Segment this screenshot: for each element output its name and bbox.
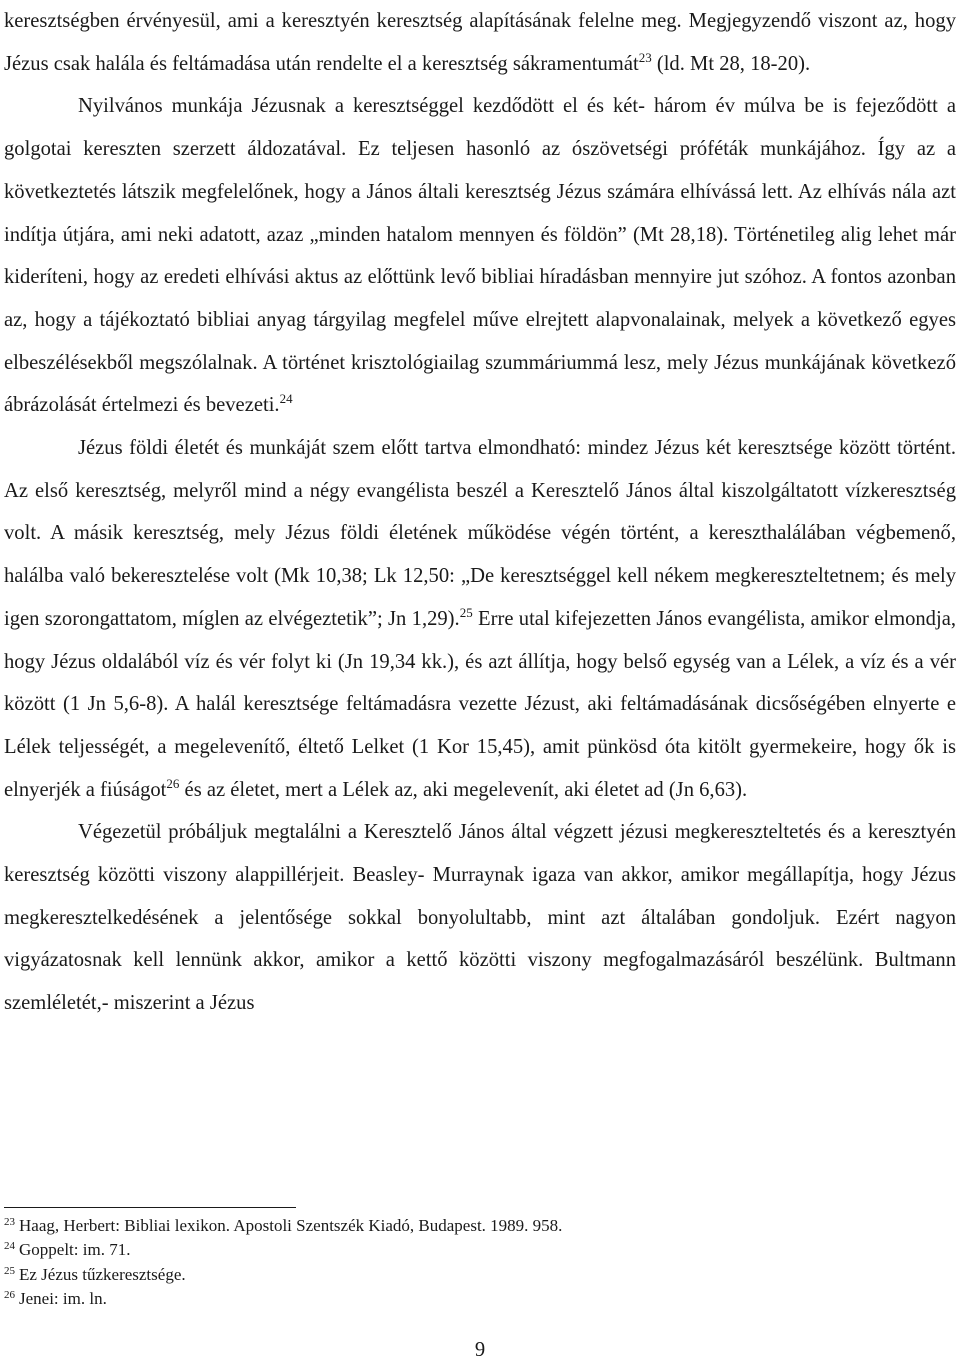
footnote-reference: 24	[279, 391, 293, 407]
footnote-reference: 26	[166, 775, 180, 791]
body-text	[4, 0, 956, 1025]
paragraph-text: Erre utal kifejezetten János evangélista, amikor elmondja, hogy Jézus oldalából víz és vér folyt ki (Jn 19,34 kk.), és azt állítja, hogy belső egység van a Lélek, a víz és a vér között (1 Jn 5,6-8). A halál keresztsége feltámadásra vezette Jézust, aki feltámadásának dicsőségében elnyerte e Lélek teljességét, a megelevenítő, éltető Lelket (1 Kor 15,45), amit pünkösd óta kitölt gyermekeire, hogy ők is elnyerjék a fiúságot	[4, 607, 956, 801]
paragraph-text: keresztségben érvényesül, ami a keresztyén keresztség alapításának felelne meg. Megjegyzendő viszont az, hogy Jézus csak halála és feltámadása után rendelte el a keresztség sákramentumát	[4, 10, 956, 75]
paragraph-text: Jézus földi életét és munkáját szem előtt tartva elmondható: mindez Jézus két keresztsége között történt. Az első keresztség, melyről mind a négy evangélista beszél a Keresztelő János által kiszolgáltatott vízkeresztség volt. A másik keresztség, mely Jézus földi életének működése végén történt, a kereszthalálában végbemenő, halálba való bekeresztelése volt (Mk 10,38; Lk 12,50: „De keresztséggel kell nékem megkereszteltetnem; és mely igen szorongattatom, míglen az elvégeztetik”; Jn 1,29).	[4, 437, 956, 630]
footnote-number: 25	[4, 1264, 15, 1277]
paragraph-text: (ld. Mt 28, 18-20).	[651, 52, 811, 75]
paragraph	[4, 427, 956, 811]
paragraph-text: és az életet, mert a Lélek az, aki megelevenít, aki életet ad (Jn 6,63).	[179, 778, 748, 801]
footnote-reference: 25	[459, 604, 473, 620]
footnote	[4, 1214, 944, 1238]
page-number: 9	[474, 1339, 486, 1361]
footnotes	[4, 1214, 944, 1311]
paragraph-text: Nyilvános munkája Jézusnak a keresztséggel kezdődött el és két- három év múlva be is fejeződött a golgotai kereszten szerzett áldozatával. Ez teljesen hasonló az ószövetségi próféták munkájához. Így az a következtetés látszik megfelelőnek, hogy a János általi keresztség Jézus számára elhívássá lett. Az elhívás nála azt indítja útjára, ami neki adatott, azaz „minden hatalom mennyen és földön” (Mt 28,18). Történetileg alig lehet már kideríteni, hogy az eredeti elhívási aktus az előttünk levő bibliai híradásban mennyire jut szóhoz. A fontos azonban az, hogy a tájékoztató bibliai anyag tárgyilag megfelel műve elrejtett alapvonalainak, melyek a következő egyes elbeszélésekből megszólalnak. A történet krisztológiailag szummáriummá lesz, mely Jézus munkájának következő ábrázolását értelmezi és bevezeti.	[4, 95, 956, 417]
paragraph	[4, 811, 956, 1025]
footnote-separator	[4, 1207, 296, 1208]
footnote	[4, 1287, 944, 1311]
footnote-number: 23	[4, 1216, 15, 1228]
footnote-text: Haag, Herbert: Bibliai lexikon. Apostoli Szentszék Kiadó, Budapest. 1989. 958.	[19, 1216, 563, 1235]
paragraph	[4, 85, 956, 427]
footnote-text: Goppelt: im. 71.	[19, 1240, 131, 1260]
footnote-text: Ez Jézus tűzkeresztsége.	[19, 1264, 186, 1284]
footnote-text: Jenei: im. ln.	[19, 1288, 107, 1308]
footnote	[4, 1263, 944, 1287]
footnote-reference: 23	[638, 49, 652, 65]
paragraph	[4, 0, 956, 85]
footnote-number: 24	[4, 1240, 15, 1253]
paragraph-text: Végezetül próbáljuk megtalálni a Keresztelő János által végzett jézusi megkereszteltetés és a keresztyén keresztség közötti viszony alappillérjeit. Beasley- Murraynak igaza van akkor, amikor megállapítja, hogy Jézus megkeresztelkedésének a jelentősége sokkal bonyolultabb, mint azt általában gondoljuk. Ezért nagyon vigyázatosnak kell lennünk akkor, amikor a kettő közötti viszony megfogalmazásáról beszélünk. Bultmann szemléletét,- miszerint a Jézus	[4, 821, 956, 1015]
footnote	[4, 1238, 944, 1262]
footnote-number: 26	[4, 1288, 15, 1301]
